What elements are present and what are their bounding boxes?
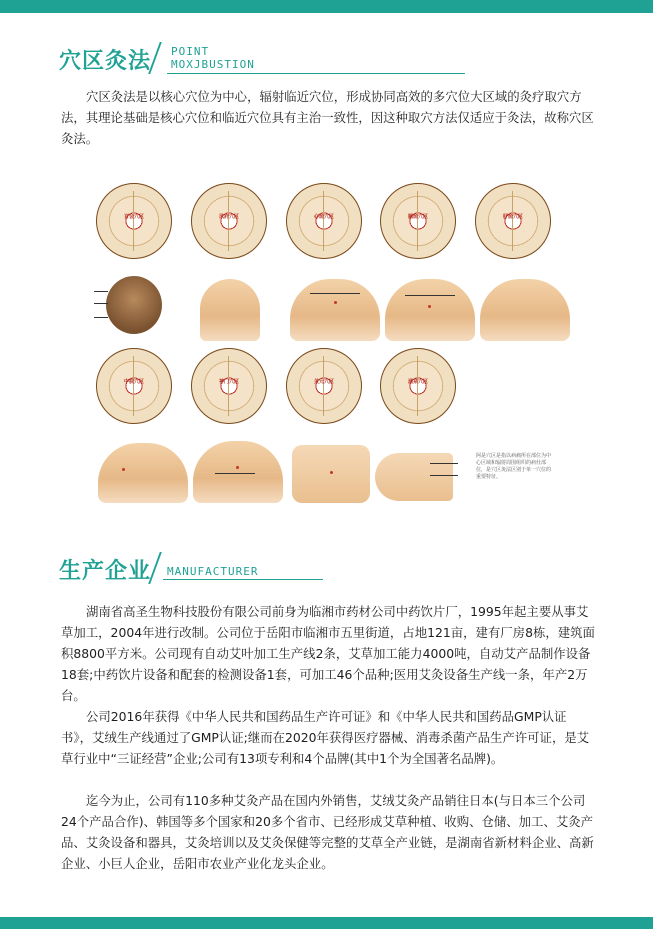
disc-label: 膈俞穴区 (408, 214, 429, 220)
body-illustration-back (480, 279, 570, 341)
body-illustration-foot (375, 453, 453, 501)
body-illustration-lower-abdomen (292, 445, 370, 503)
marker-line (310, 293, 360, 294)
marker-line (405, 295, 455, 296)
body-illustration-abdomen (98, 443, 188, 503)
acupoint-disc-8 (286, 348, 362, 424)
acupoint-disc-3 (286, 183, 362, 259)
section-subtitle-en-line1: POINT (171, 45, 210, 58)
acupoint-disc-1 (96, 183, 172, 259)
header-underline (163, 579, 323, 580)
body-illustration-upper-back (290, 279, 380, 341)
acupoint-disc-9 (380, 348, 456, 424)
section-subtitle-en: MANUFACTURER (167, 565, 259, 578)
acupoint-disc-6 (96, 348, 172, 424)
company-paragraph-3: 迄今为止，公司有110多种艾灸产品在国内外销售，艾绒艾灸产品销往日本(与日本三个公司24个产品合作)、韩国等多个国家和20多个省市、已经形成艾草种植、收购、仓储、加工、艾灸产品、艾灸设备和器具，艾灸培训以及艾灸保健等完整的艾草全产业链，是湖南省新材料企业、高新企业、小巨人企业，岳阳市农业产业化龙头企业。 (61, 793, 594, 871)
intro-paragraph: 穴区灸法是以核心穴位为中心，辐射临近穴位，形成协同高效的多穴位大区域的灸疗取穴方法，其理论基础是核心穴位和临近穴位具有主治一致性，因这种取穴方法仅适应于灸法，故称穴区灸法。 (61, 89, 594, 146)
acupoint-dot (122, 468, 125, 471)
marker-line (94, 317, 108, 318)
company-paragraph-2: 公司2016年获得《中华人民共和国药品生产许可证》和《中华人民共和国药品GMP认证书》，艾绒生产线通过了GMP认证;继而在2020年获得医疗器械、消毒杀菌产品生产许可证，是艾草行业中“三证经营”企业;公司有13项专利和4个品牌(其中1个为全国著名品牌)。 (61, 709, 590, 766)
disc-label: 风府穴区 (219, 214, 240, 220)
body-illustration-mid-back (385, 279, 475, 341)
top-accent-bar (0, 0, 653, 13)
marker-line (430, 463, 458, 464)
acupoint-dot (330, 471, 333, 474)
section-title: 生产企业 (59, 559, 152, 584)
disc-label: 中脘穴区 (124, 379, 145, 385)
disc-label: 心俞穴区 (314, 214, 335, 220)
section-title: 穴区灸法 (59, 49, 152, 74)
disc-label: 神门穴区 (219, 379, 240, 385)
bottom-accent-bar (0, 917, 653, 929)
body-illustration-neck (200, 279, 260, 341)
body-illustration-head (106, 276, 162, 334)
marker-line (430, 475, 458, 476)
acupoint-disc-2 (191, 183, 267, 259)
acupoint-disc-4 (380, 183, 456, 259)
disc-label: 涌泉穴区 (408, 379, 429, 385)
acupoint-dot (428, 305, 431, 308)
marker-line (215, 473, 255, 474)
section-subtitle-en-line2: MOXJBUSTION (171, 58, 255, 71)
header-underline (167, 73, 465, 74)
figure-note: 阿是穴区是指以病痛所在部位为中心区域和辐射周围组织的病灶部位，是穴区灸法区别于单一穴位的重要特征。 (476, 453, 552, 480)
acupoint-disc-5 (475, 183, 551, 259)
company-paragraph-1: 湖南省高圣生物科技股份有限公司前身为临湘市药材公司中药饮片厂，1995年起主要从事艾草加工，2004年进行改制。公司位于岳阳市临湘市五里街道，占地121亩，建有厂房8栋，建筑面积8800平方米。公司现有自动艾叶加工生产线2条，艾草加工能力4000吨，自动艾产品制作设备18套;中药饮片设备和配套的检测设备1套，可加工46个品种;医用艾灸设备生产线一条，年产2万台。 (61, 604, 595, 703)
acupoint-disc-7 (191, 348, 267, 424)
acupoint-figure (90, 183, 560, 513)
body-illustration-lower-back (193, 441, 283, 503)
marker-line (94, 291, 108, 292)
acupoint-dot (236, 466, 239, 469)
disc-label: 关元穴区 (314, 379, 335, 385)
acupoint-dot (334, 301, 337, 304)
disc-label: 百会穴区 (124, 214, 145, 220)
marker-line (94, 303, 108, 304)
disc-label: 肝俞穴区 (503, 214, 524, 220)
